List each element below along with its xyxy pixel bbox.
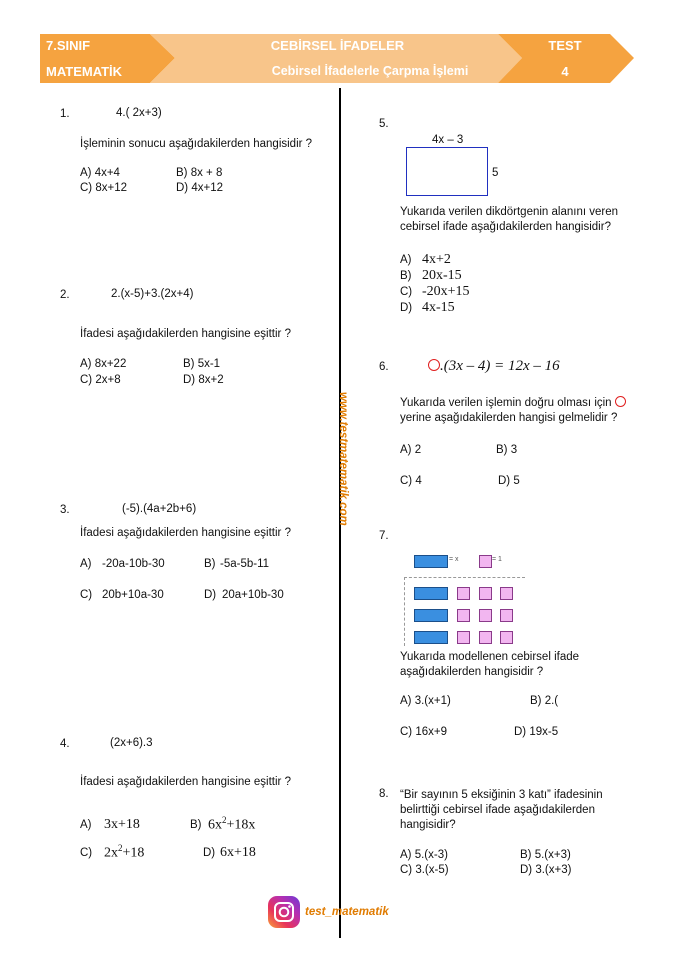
x-tile — [414, 631, 448, 644]
header-title: CEBİRSEL İFADELER — [270, 38, 405, 53]
q8-number: 8. — [379, 788, 389, 800]
q3-option-c-label: C) — [80, 589, 93, 601]
x-tile — [414, 587, 448, 600]
q8-option-b[interactable]: B) 5.(x+3) — [520, 849, 571, 861]
q6-option-d[interactable]: D) 5 — [498, 475, 520, 487]
q4-prompt: İfadesi aşağıdakilerden hangisine eşittir ? — [80, 776, 291, 788]
unit-tile — [457, 609, 470, 622]
q5-prompt: Yukarıda verilen dikdörtgenin alanını veren cebirsel ifade aşağıdakilerden hangisidir? — [400, 206, 619, 233]
q3-option-d-label: D) — [204, 589, 217, 601]
header-test-number: 4 — [561, 64, 569, 79]
q3-expression: (-5).(4a+2b+6) — [122, 503, 197, 515]
legend-unit-label: = 1 — [492, 556, 502, 563]
q6-option-a[interactable]: A) 2 — [400, 444, 422, 456]
q4-option-b-label: B) — [190, 819, 202, 831]
q2-option-a[interactable]: A) 8x+22 — [80, 358, 127, 370]
unit-tile — [457, 631, 470, 644]
q5-top-label: 4x – 3 — [432, 134, 464, 146]
q4-option-a[interactable]: 3x+18 — [104, 817, 140, 832]
q5-option-b[interactable]: 20x-15 — [422, 268, 462, 283]
q4-number: 4. — [60, 738, 70, 750]
watermark: www.testmatematik.com — [337, 392, 349, 526]
q5-option-c-label: C) — [400, 286, 413, 298]
q7-number: 7. — [379, 530, 389, 542]
q1-prompt: İşleminin sonucu aşağıdakilerden hangisidir ? — [80, 138, 313, 150]
unit-tile — [457, 587, 470, 600]
q6-number: 6. — [379, 361, 389, 373]
q7-option-c[interactable]: C) 16x+9 — [400, 726, 447, 738]
q6-prompt-line1: Yukarıda verilen işlemin doğru olması için — [400, 396, 626, 409]
circle-placeholder-icon — [428, 359, 440, 371]
q6-expression: .(3x – 4) = 12x – 16 — [428, 358, 560, 375]
q1-option-a[interactable]: A) 4x+4 — [80, 167, 120, 179]
q5-option-c[interactable]: -20x+15 — [422, 284, 470, 299]
q8-option-a[interactable]: A) 5.(x-3) — [400, 849, 448, 861]
q5-option-d[interactable]: 4x-15 — [422, 300, 455, 315]
q5-option-a-label: A) — [400, 254, 412, 266]
q3-option-c[interactable]: 20b+10a-30 — [102, 589, 164, 601]
q1-expression: 4.( 2x+3) — [116, 107, 162, 119]
q7-option-b[interactable]: B) 2.( — [530, 695, 559, 707]
unit-tile — [500, 609, 513, 622]
q5-option-a[interactable]: 4x+2 — [422, 252, 451, 267]
q3-option-a[interactable]: -20a-10b-30 — [102, 558, 165, 570]
q1-option-b[interactable]: B) 8x + 8 — [176, 167, 223, 179]
legend-x-tile — [414, 555, 448, 568]
q3-number: 3. — [60, 504, 70, 516]
q2-option-c[interactable]: C) 2x+8 — [80, 374, 121, 386]
q1-option-c[interactable]: C) 8x+12 — [80, 182, 127, 194]
header-test-label: TEST — [548, 38, 582, 53]
q3-option-b[interactable]: -5a-5b-11 — [220, 558, 270, 570]
q8-option-c[interactable]: C) 3.(x-5) — [400, 864, 449, 876]
q3-option-d[interactable]: 20a+10b-30 — [222, 589, 284, 601]
q5-rectangle — [406, 147, 488, 196]
x-tile — [414, 609, 448, 622]
q6-option-c[interactable]: C) 4 — [400, 475, 422, 487]
q5-option-d-label: D) — [400, 302, 413, 314]
q3-option-b-label: B) — [204, 558, 216, 570]
q1-number: 1. — [60, 108, 70, 120]
q5-side-label: 5 — [492, 167, 499, 179]
q4-option-a-label: A) — [80, 819, 92, 831]
q3-option-a-label: A) — [80, 558, 92, 570]
q2-option-b[interactable]: B) 5x-1 — [183, 358, 221, 370]
q7-prompt: Yukarıda modellenen cebirsel ifade aşağıdakilerden hangisidir ? — [400, 651, 580, 678]
unit-tile — [500, 631, 513, 644]
q7-option-a[interactable]: A) 3.(x+1) — [400, 695, 451, 707]
q3-prompt: İfadesi aşağıdakilerden hangisine eşittir ? — [80, 527, 291, 539]
unit-tile — [500, 587, 513, 600]
circle-placeholder-icon — [615, 396, 626, 407]
instagram-icon[interactable] — [268, 896, 300, 928]
q1-option-d[interactable]: D) 4x+12 — [176, 182, 223, 194]
footer-handle[interactable]: test_matematik — [305, 906, 389, 918]
header-subject: MATEMATİK — [46, 64, 123, 79]
legend-unit-tile — [479, 555, 492, 568]
q7-option-d[interactable]: D) 19x-5 — [514, 726, 559, 738]
q4-option-d[interactable]: 6x+18 — [220, 845, 256, 860]
header-subtitle: Cebirsel İfadelerle Çarpma İşlemi — [271, 64, 469, 78]
q5-option-b-label: B) — [400, 270, 412, 282]
q4-option-b[interactable]: $6x^2+18x$ — [208, 815, 256, 833]
q6-prompt-line2: yerine aşağıdakilerden hangisi gelmelidir ? — [400, 412, 618, 424]
q2-expression: 2.(x-5)+3.(2x+4) — [111, 288, 194, 300]
q6-option-b[interactable]: B) 3 — [496, 444, 518, 456]
q2-prompt: İfadesi aşağıdakilerden hangisine eşittir ? — [80, 328, 291, 340]
legend-x-label: = x — [449, 556, 459, 563]
q4-option-d-label: D) — [203, 847, 216, 859]
q2-option-d[interactable]: D) 8x+2 — [183, 374, 224, 386]
q8-prompt: “Bir sayının 5 eksiğinin 3 katı” ifadesinin belirttiği cebirsel ifade aşağıdakilerden hangisidir? — [400, 789, 603, 831]
q8-option-d[interactable]: D) 3.(x+3) — [520, 864, 572, 876]
unit-tile — [479, 631, 492, 644]
unit-tile — [479, 587, 492, 600]
q4-option-c-label: C) — [80, 847, 93, 859]
q4-expression: (2x+6).3 — [110, 737, 153, 749]
q2-number: 2. — [60, 289, 70, 301]
header-grade: 7.SINIF — [46, 38, 91, 53]
unit-tile — [479, 609, 492, 622]
q4-option-c[interactable]: $2x^2+18$ — [104, 843, 145, 861]
q5-number: 5. — [379, 118, 389, 130]
